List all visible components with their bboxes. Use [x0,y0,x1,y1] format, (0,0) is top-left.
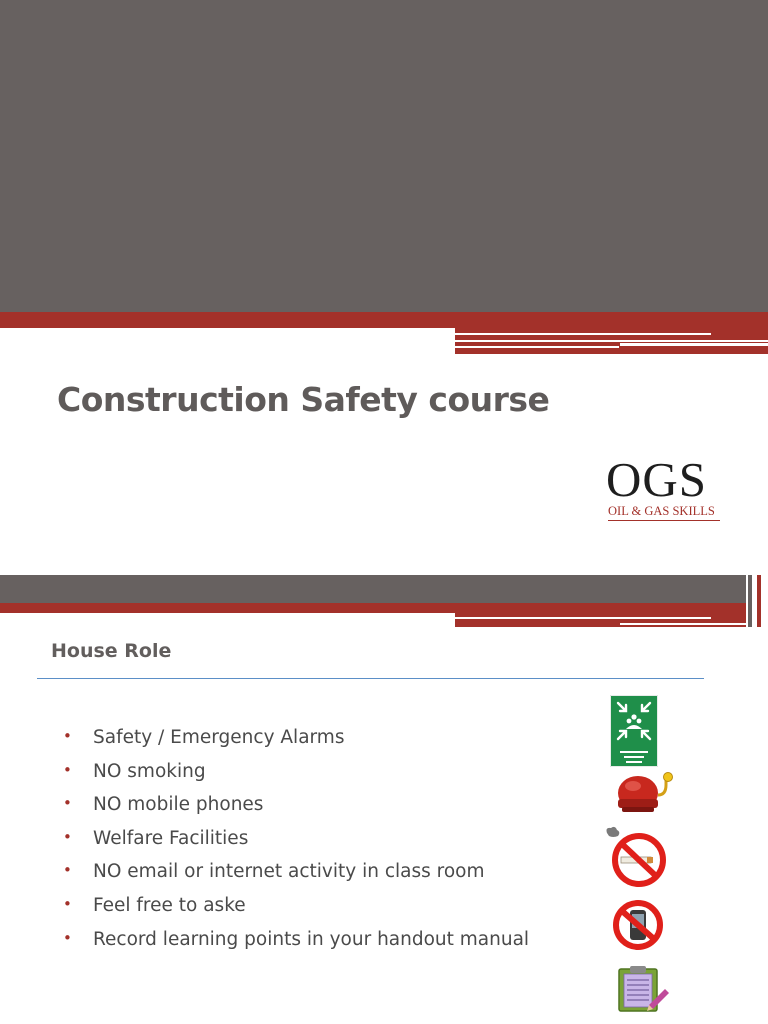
list-item [63,828,529,862]
decorative-line [455,346,619,348]
header-grey-block [0,0,768,312]
ogs-logo [606,452,720,521]
bullet-icon: • [63,760,72,779]
assembly-point-sign-icon [610,695,658,767]
bullet-icon: • [63,928,72,947]
house-rules-list [63,727,529,962]
decorative-line [757,575,761,627]
house-role-slide [0,575,768,1024]
decorative-line [455,617,711,619]
list-item [63,929,529,963]
list-item [63,895,529,929]
clipboard-icon [616,965,672,1013]
decorative-line [620,623,746,625]
list-item [63,794,529,828]
list-item-text: NO smoking [93,760,206,782]
no-smoking-icon [603,825,669,887]
decorative-line [748,575,752,627]
list-item-text: NO mobile phones [93,794,264,816]
heading-divider [37,678,704,679]
list-item-text: Safety / Emergency Alarms [93,727,345,748]
slide-heading: House Role [51,640,172,662]
decorative-line [620,343,768,346]
alarm-bell-icon [614,769,678,815]
bullet-icon: • [63,894,72,913]
bullet-icon: • [63,827,72,846]
header-red-band [0,603,746,613]
list-item-text: Record learning points in your handout manual [93,928,530,950]
slide-title: Construction Safety course [57,380,550,419]
bullet-icon: • [63,794,72,813]
list-item [63,727,529,761]
list-item [63,761,529,795]
list-item-text: NO email or internet activity in class room [93,861,485,883]
list-item [63,861,529,895]
header-red-band [0,312,768,328]
list-item-text: Feel free to aske [93,894,246,916]
bullet-icon: • [63,861,72,880]
logo-wordmark: OGS [606,452,708,507]
decorative-line [455,333,711,335]
no-mobile-phone-icon [607,900,669,950]
logo-tagline: OIL & GAS SKILLS [608,504,720,521]
list-item-text: Welfare Facilities [93,827,249,849]
header-grey-band [0,575,746,603]
decorative-line [455,340,768,342]
bullet-icon: • [63,727,72,745]
